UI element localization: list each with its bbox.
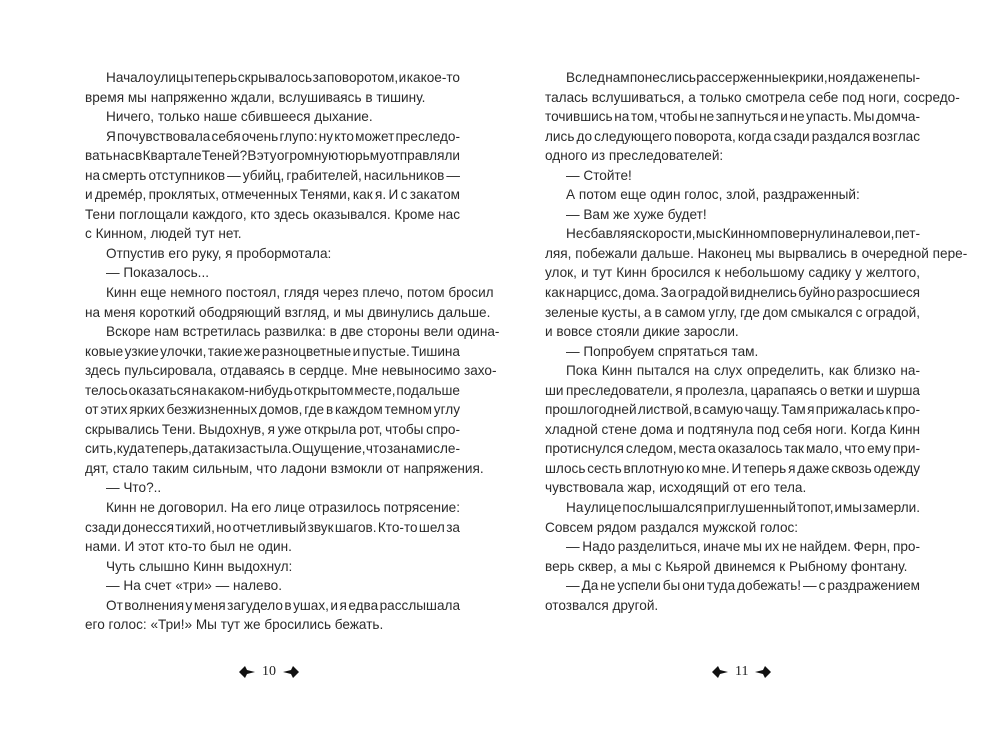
- text-line: [85, 420, 460, 440]
- text-line-content: точившись на том, чтобы не запнуться и не упасть. Мы домча-: [545, 109, 920, 125]
- text-line: [85, 244, 460, 264]
- text-line: [85, 107, 460, 127]
- text-line: [85, 498, 460, 518]
- text-line: [85, 596, 460, 616]
- text-line-content: Ничего, только наше сбившееся дыхание.: [106, 109, 373, 125]
- text-line-content: его голос: «Три!» Мы тут же бросились бежать.: [85, 617, 384, 633]
- text-line: [545, 596, 920, 616]
- text-line-content: ши преследователи, я пролезла, царапаясь о ветки и шурша: [545, 382, 920, 398]
- text-line-content: улок, и тут Кинн бросился к небольшому садику у желтого,: [545, 265, 920, 281]
- text-line-content: с Кинном, людей тут нет.: [85, 226, 242, 242]
- text-line: [545, 400, 920, 420]
- text-line: [545, 185, 920, 205]
- text-line-content: лись до следующего поворота, когда сзади раздался возглас: [545, 128, 920, 144]
- text-line-content: Не сбавляя скорости, мы с Кинном повернули налево и, пет-: [566, 226, 920, 242]
- text-line: [85, 146, 460, 166]
- text-line-content: Совсем рядом раздался мужской голос:: [545, 519, 799, 535]
- text-line-content: Вслед нам понеслись рассерженные крики, но я даже не пы-: [566, 70, 920, 85]
- text-line-content: вать нас в Квартале Теней? В эту огромную тюрьму отправляли: [85, 148, 460, 164]
- text-line-content: От волнения у меня загудело в ушах, и я едва расслышала: [106, 597, 460, 613]
- text-line-content: Кинн не договорил. На его лице отразилось потрясение:: [106, 500, 460, 516]
- right-page-text: [545, 68, 968, 615]
- text-line: [85, 361, 497, 381]
- right-page-folio: [711, 662, 772, 682]
- text-line-content: — Попробуем спрятаться там.: [566, 343, 759, 359]
- text-line: [85, 459, 484, 479]
- folio-ornament-right-icon: [754, 665, 772, 679]
- text-line-content: хладной стене дома и подтянула под себя ноги. Когда Кинн: [545, 421, 920, 437]
- text-line-content: — Надо разделиться, иначе мы их не найдем. Ферн, про-: [566, 539, 920, 555]
- left-page-number: 10: [262, 664, 276, 679]
- text-line-content: — Вам же хуже будет!: [566, 206, 707, 222]
- text-line: [545, 342, 920, 362]
- text-line: [85, 478, 460, 498]
- text-line: [85, 303, 491, 323]
- text-line-content: чувствовала жар, исходящий от его тела.: [545, 480, 807, 496]
- text-line-content: — Что?..: [106, 480, 162, 496]
- text-line: [545, 576, 920, 596]
- text-line-content: на меня короткий ободряющий взгляд, и мы двинулись дальше.: [85, 304, 491, 320]
- text-line: [85, 400, 460, 420]
- text-line: [85, 439, 460, 459]
- text-line: [85, 322, 500, 342]
- text-line: [85, 185, 460, 205]
- text-line: [545, 88, 960, 108]
- text-line: [545, 557, 920, 577]
- text-line: [85, 342, 460, 362]
- text-line: [85, 537, 460, 557]
- text-line: [545, 361, 920, 381]
- text-line: [85, 88, 460, 108]
- text-line: [545, 478, 920, 498]
- text-line: [85, 283, 494, 303]
- text-line-content: талась вслушиваться, а только смотрела себе под ноги, сосредо-: [545, 89, 960, 105]
- text-line: [85, 224, 460, 244]
- text-line-content: Я почувствовала себя очень глупо: ну кто может преследо-: [106, 128, 460, 144]
- text-line: [545, 322, 920, 342]
- text-line-content: — Да не успели бы они туда добежать! — с раздражением: [566, 578, 920, 594]
- text-line: [545, 263, 920, 283]
- text-line: [545, 127, 920, 147]
- text-line-content: скрывались Тени. Выдохнув, я уже открыла рот, чтобы спро-: [85, 421, 460, 437]
- text-line-content: и вовсе стояли дикие заросли.: [545, 324, 739, 340]
- text-line-content: дят, стало таким сильным, что ладони взмокли от напряжения.: [85, 460, 484, 476]
- text-line: [85, 68, 460, 88]
- text-line-content: — Стойте!: [566, 167, 632, 183]
- text-line-content: Начало улицы теперь скрывалось за поворотом, и какое-то: [106, 70, 460, 85]
- text-line-content: время мы напряженно ждали, вслушиваясь в тишину.: [85, 89, 426, 105]
- text-line: [545, 420, 920, 440]
- text-line: [545, 244, 968, 264]
- left-page-folio: [238, 662, 300, 682]
- text-line-content: Чуть слышно Кинн выдохнул:: [106, 558, 293, 574]
- text-line: [85, 615, 460, 635]
- text-line: [545, 459, 920, 479]
- text-line-content: сить, куда теперь, да так и застыла. Ощущение, что за нами сле-: [85, 441, 460, 457]
- text-line: [85, 166, 460, 186]
- text-line-content: зеленые кусты, а в самом углу, где дом смыкался с оградой,: [545, 304, 920, 320]
- text-line: [545, 166, 920, 186]
- text-line: [85, 381, 460, 401]
- text-line-content: На улице послышался приглушенный топот, и мы замерли.: [566, 500, 920, 516]
- text-line-content: и дреме́р, проклятых, отмеченных Тенями, как я. И с закатом: [85, 187, 460, 203]
- text-line-content: как нарцисс, дома. За оградой виднелись буйно разросшиеся: [545, 285, 920, 301]
- text-line: [85, 263, 460, 283]
- text-line-content: Отпустив его руку, я пробормотала:: [106, 245, 332, 261]
- text-line-content: А потом еще один голос, злой, раздраженный:: [566, 187, 860, 203]
- text-line-content: от этих ярких безжизненных домов, где в каждом темном углу: [85, 402, 460, 418]
- text-line: [85, 557, 460, 577]
- text-line-content: Пока Кинн пытался на слух определить, как близко на-: [566, 363, 920, 379]
- text-line-content: на смерть отступников — убийц, грабителей, насильников —: [85, 167, 460, 183]
- text-line: [545, 146, 920, 166]
- text-line: [545, 283, 920, 303]
- text-line-content: ковые узкие улочки, такие же разноцветные и пустые. Тишина: [85, 343, 460, 359]
- text-line-content: нами. И этот кто-то был не один.: [85, 539, 292, 555]
- text-line: [85, 205, 460, 225]
- text-line: [545, 537, 920, 557]
- text-line-content: телось оказаться на каком-нибудь открытом месте, подальше: [85, 382, 460, 398]
- text-line: [545, 224, 920, 244]
- text-line-content: Вскоре нам встретилась развилка: в две стороны вели одина-: [106, 324, 500, 340]
- left-page-text: [85, 68, 500, 635]
- text-line: [545, 439, 920, 459]
- text-line-content: Тени поглощали каждого, кто здесь оказывался. Кроме нас: [85, 206, 460, 222]
- text-line-content: прошлогодней листвой, в самую чащу. Там я прижалась к про-: [545, 402, 920, 418]
- text-line-content: протиснулся следом, места оказалось так мало, что ему при-: [545, 441, 920, 457]
- text-line-content: ляя, побежали дальше. Наконец мы вырвались в очередной пере-: [545, 245, 968, 261]
- text-line: [545, 498, 920, 518]
- text-line-content: сзади донесся тихий, но отчетливый звук шагов. Кто-то шел за: [85, 519, 460, 535]
- right-page-number: 11: [735, 664, 749, 679]
- text-line: [85, 518, 460, 538]
- text-line-content: верь сквер, а мы с Кьярой двинемся к Рыбному фонтану.: [545, 558, 908, 574]
- text-line-content: — На счет «три» — налево.: [106, 578, 282, 594]
- text-line: [85, 576, 460, 596]
- text-line-content: здесь пульсировала, отдаваясь в сердце. Мне невыносимо захо-: [85, 363, 497, 379]
- text-line-content: шлось сесть вплотную ко мне. И теперь я даже сквозь одежду: [545, 460, 920, 476]
- text-line-content: — Показалось...: [106, 265, 210, 281]
- folio-ornament-left-icon: [711, 665, 729, 679]
- text-line-content: отозвался другой.: [545, 597, 659, 613]
- text-line: [545, 303, 920, 323]
- text-line: [545, 518, 920, 538]
- folio-ornament-left-icon: [238, 665, 256, 679]
- text-line: [85, 127, 460, 147]
- text-line: [545, 205, 920, 225]
- text-line: [545, 68, 920, 88]
- text-line-content: одного из преследователей:: [545, 148, 724, 164]
- text-line: [545, 381, 920, 401]
- folio-ornament-right-icon: [282, 665, 300, 679]
- text-line-content: Кинн еще немного постоял, глядя через плечо, потом бросил: [106, 285, 494, 301]
- text-line: [545, 107, 920, 127]
